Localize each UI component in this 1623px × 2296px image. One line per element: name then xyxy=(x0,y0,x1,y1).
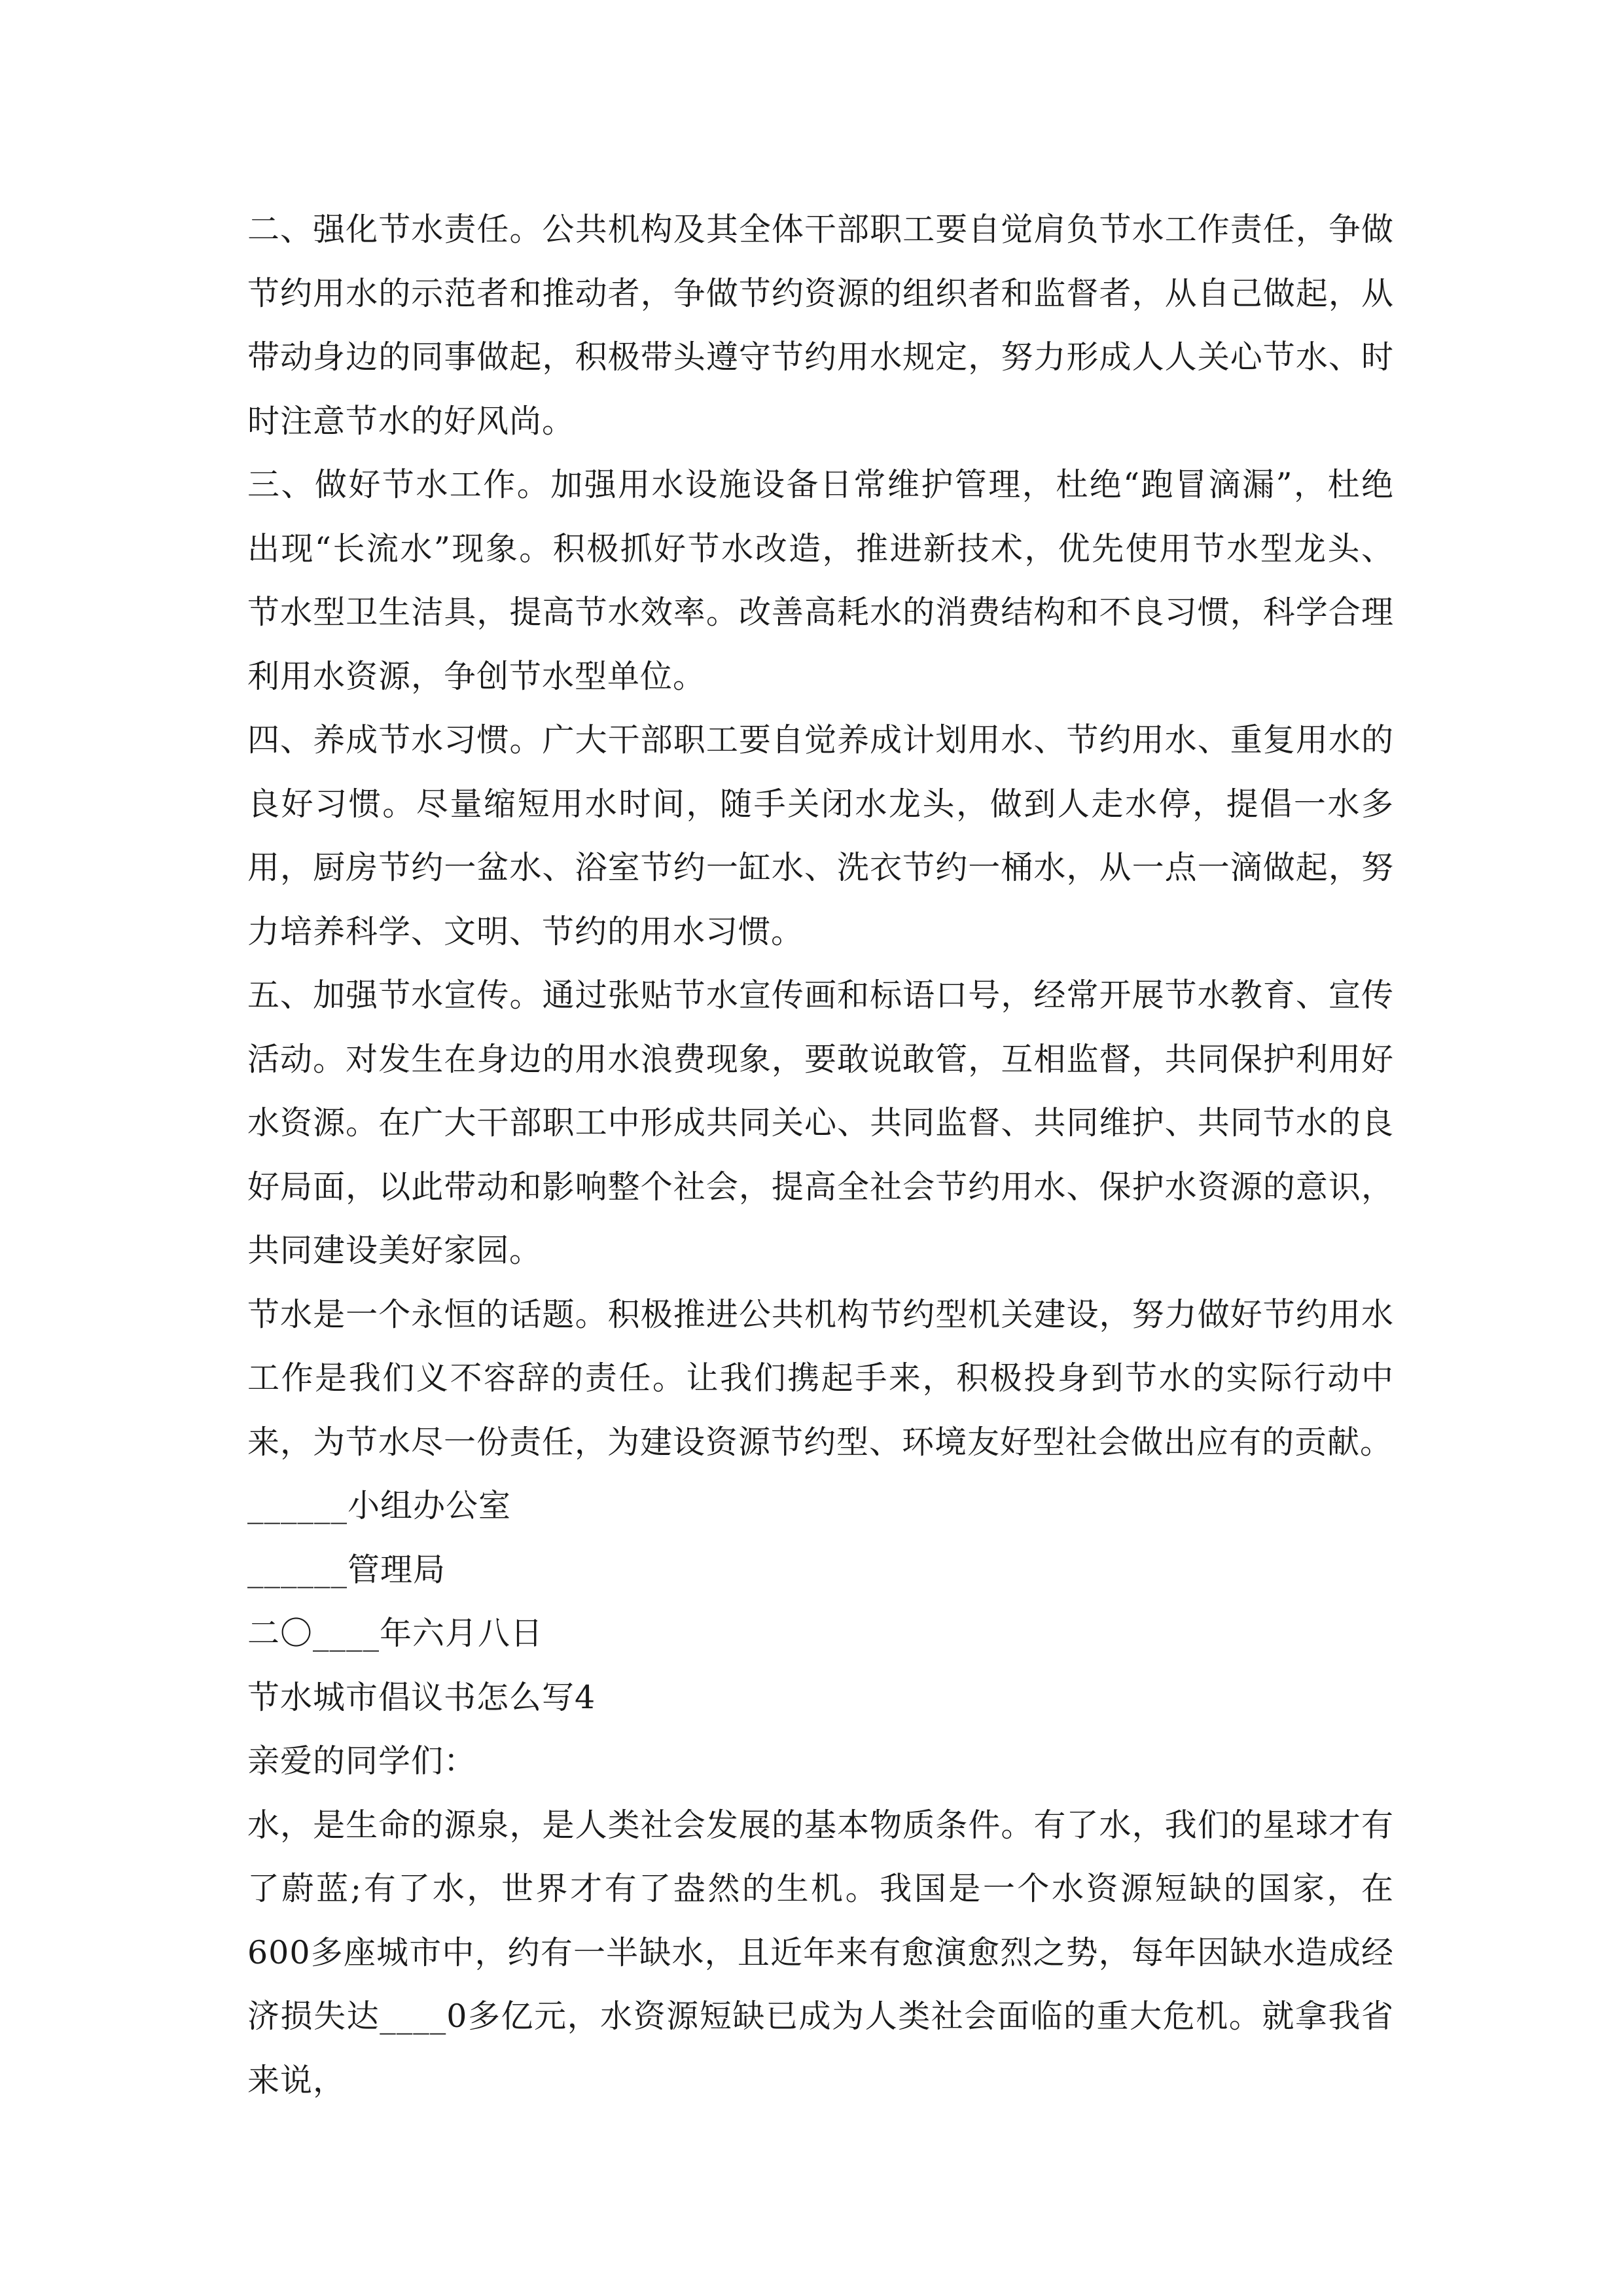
document-body xyxy=(247,198,1394,2112)
signature-office: ______小组办公室 xyxy=(247,1487,512,1524)
paragraph-closing: 节水是一个永恒的话题。积极推进公共机构节约型机关建设，努力做好节约用水工作是我们义不容辞的责任。让我们携起手来，积极投身到节水的实际行动中来，为节水尽一份责任，为建设资源节约型、环境友好型社会做出应有的贡献。 xyxy=(247,1295,1394,1461)
paragraph-section-two: 二、强化节水责任。公共机构及其全体干部职工要自觉肩负节水工作责任，争做节约用水的示范者和推动者，争做节约资源的组织者和监督者，从自己做起，从带动身边的同事做起，积极带头遵守节约用水规定，努力形成人人关心节水、时时注意节水的好风尚。 xyxy=(247,211,1394,440)
signature-bureau: ______管理局 xyxy=(247,1551,446,1588)
section-heading: 节水城市倡议书怎么写4 xyxy=(247,1678,596,1716)
paragraph-water-intro: 水，是生命的源泉，是人类社会发展的基本物质条件。有了水，我们的星球才有了蔚蓝;有了水，世界才有了盎然的生机。我国是一个水资源短缺的国家，在600多座城市中，约有一半缺水，且近年来有愈演愈烈之势，每年因缺水造成经济损失达____0多亿元，水资源短缺已成为人类社会面临的重大危机。就拿我省来说， xyxy=(247,1806,1394,2099)
paragraph-section-four: 四、养成节水习惯。广大干部职工要自觉养成计划用水、节约用水、重复用水的良好习惯。尽量缩短用水时间，随手关闭水龙头，做到人走水停，提倡一水多用，厨房节约一盆水、浴室节约一缸水、洗衣节约一桶水，从一点一滴做起，努力培养科学、文明、节约的用水习惯。 xyxy=(247,721,1394,950)
salutation: 亲爱的同学们： xyxy=(247,1742,477,1780)
signature-date: 二〇____年六月八日 xyxy=(247,1615,544,1652)
paragraph-section-three: 三、做好节水工作。加强用水设施设备日常维护管理，杜绝“跑冒滴漏”，杜绝出现“长流水”现象。积极抓好节水改造，推进新技术，优先使用节水型龙头、节水型卫生洁具，提高节水效率。改善高耗水的消费结构和不良习惯，科学合理利用水资源，争创节水型单位。 xyxy=(247,466,1394,695)
paragraph-section-five: 五、加强节水宣传。通过张贴节水宣传画和标语口号，经常开展节水教育、宣传活动。对发生在身边的用水浪费现象，要敢说敢管，互相监督，共同保护利用好水资源。在广大干部职工中形成共同关心、共同监督、共同维护、共同节水的良好局面，以此带动和影响整个社会，提高全社会节约用水、保护水资源的意识，共同建设美好家园。 xyxy=(247,977,1394,1269)
